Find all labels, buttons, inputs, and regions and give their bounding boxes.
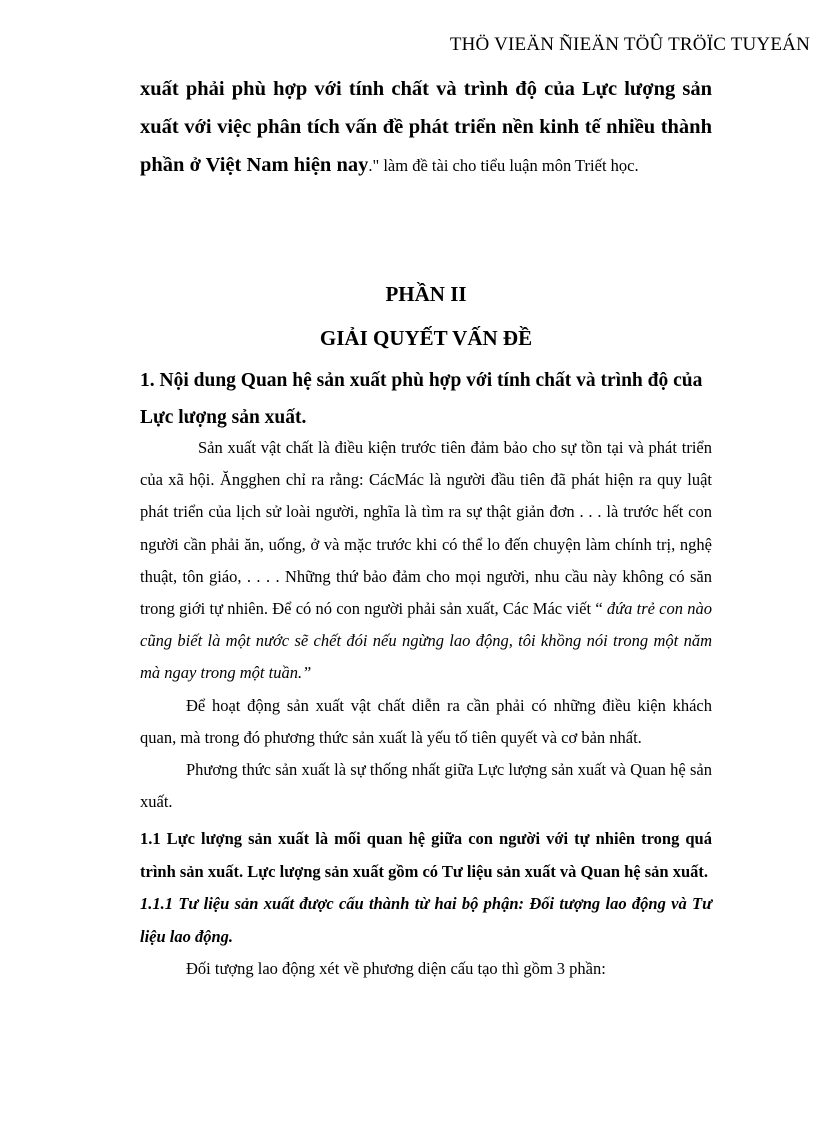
intro-tail-text: ." làm đề tài cho tiểu luận môn Triết học.	[368, 156, 639, 175]
section-1-1-block	[140, 823, 712, 985]
intro-block	[140, 70, 712, 185]
section-1-1-1-heading: 1.1.1 Tư liệu sản xuất được cấu thành từ hai bộ phận: Đối tượng lao động và Tư liệu lao động.	[140, 894, 712, 946]
section-1-paragraph-2: Để hoạt động sản xuất vật chất diễn ra cần phải có những điều kiện khách quan, mà trong đó phương thức sản xuất là yếu tố tiên quyết và cơ bản nhất.	[140, 695, 712, 747]
section-1-paragraph-1	[140, 432, 712, 690]
section-1-heading: 1. Nội dung Quan hệ sản xuất phù hợp với tính chất và trình độ của Lực lượng sản xuất.	[140, 370, 703, 428]
paragraph-1-quote: đứa trẻ con nào cũng biết là một nước sẽ chết đói nếu ngừng lao động, tôi khồng nói trong một năm mà ngay trong một tuần.”	[140, 599, 712, 683]
part-title: GIẢI QUYẾT VẤN ĐỀ	[319, 326, 533, 350]
section-1-paragraph-3: Phương thức sản xuất là sự thống nhất giữa Lực lượng sản xuất và Quan hệ sản xuất.	[140, 760, 712, 812]
section-1-body	[140, 432, 712, 818]
intro-paragraph	[140, 70, 712, 185]
paragraph-1-text: Sản xuất vật chất là điều kiện trước tiên đảm bảo cho sự tồn tại và phát triển của xã hội. Ăngghen chỉ ra rằng: CácMác là người đầu tiên đã phát hiện ra quy luật phát triển của lịch sử loài người, nghĩa là tìm ra sự thật giản đơn . . . là trước hết con người cần phải ăn, uống, ở và mặc trước khi có thể lo đến chuyện làm chính trị, nghệ thuật, tôn giáo, . . . . Những thứ bảo đảm cho mọi người, nhu cầu này không có săn trong giới tự nhiên. Để có nó con người phải sản xuất, Các Mác viết “	[140, 438, 712, 619]
part-number: PHẦN II	[385, 282, 467, 306]
intro-bold-text: xuất phải phù hợp với tính chất và trình độ của Lực lượng sản xuất với việc phân tích vấn đề phát triển nền kinh tế nhiều thành phần ở Việt Nam hiện nay	[140, 78, 712, 176]
section-1-1-1-paragraph-1: Đối tượng lao động xét về phương diện cấu tạo thì gồm 3 phần:	[186, 959, 606, 979]
page-header-title: THÖ VIEÄN ÑIEÄN TÖÛ TRÖÏC TUYEÁN	[449, 34, 810, 55]
section-1-1-heading: 1.1 Lực lượng sản xuất là mối quan hệ giữa con người với tự nhiên trong quá trình sản xuất. Lực lượng sản xuất gồm có Tư liệu sản xuất và Quan hệ sản xuất.	[140, 829, 712, 881]
